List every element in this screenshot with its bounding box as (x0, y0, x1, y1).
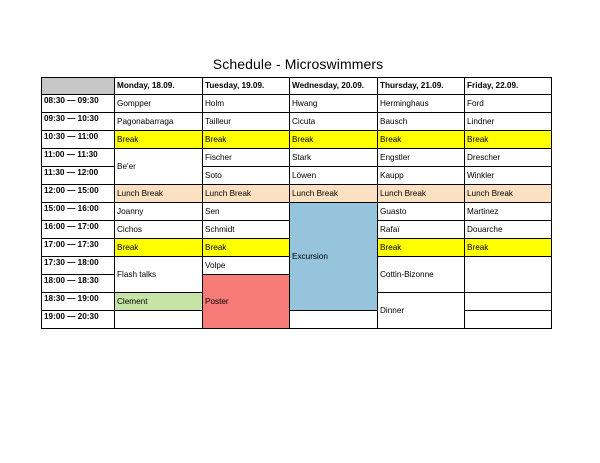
session-cell: Rafaï (378, 221, 465, 239)
session-cell: Ford (465, 95, 552, 113)
table-row (42, 131, 552, 149)
lunch-cell: Lunch Break (203, 185, 290, 203)
empty-cell (465, 311, 552, 329)
day-header-friday: Friday, 22.09. (465, 78, 552, 95)
day-header-wednesday: Wednesday, 20.09. (290, 78, 378, 95)
time-slot: 16:00 — 17:00 (42, 221, 115, 239)
session-cell: Tailleur (203, 113, 290, 131)
excursion-cell: Excursion (290, 203, 378, 311)
break-cell: Break (115, 239, 203, 257)
session-cell: Cottin-Bizonne (378, 257, 465, 293)
day-header-thursday: Thursday, 21.09. (378, 78, 465, 95)
session-cell: Pagonabarraga (115, 113, 203, 131)
time-slot: 17:30 — 18:00 (42, 257, 115, 275)
empty-cell (465, 257, 552, 293)
day-header-tuesday: Tuesday, 19.09. (203, 78, 290, 95)
time-slot: 08:30 — 09:30 (42, 95, 115, 113)
break-cell: Break (465, 239, 552, 257)
time-slot: 11:30 — 12:00 (42, 167, 115, 185)
session-cell: Martinez (465, 203, 552, 221)
session-cell: Bausch (378, 113, 465, 131)
session-cell: Douarche (465, 221, 552, 239)
break-cell: Break (203, 131, 290, 149)
session-cell: Lindner (465, 113, 552, 131)
break-cell: Break (290, 131, 378, 149)
break-cell: Break (203, 239, 290, 257)
session-cell: Stark (290, 149, 378, 167)
table-row (42, 95, 552, 113)
empty-cell (290, 311, 378, 329)
session-cell: Joanny (115, 203, 203, 221)
session-cell: Be'er (115, 149, 203, 185)
break-cell: Break (115, 131, 203, 149)
session-cell: Holm (203, 95, 290, 113)
time-slot: 18:00 — 18:30 (42, 275, 115, 293)
page-title: Schedule - Microswimmers (212, 56, 384, 72)
day-header-monday: Monday, 18.09. (115, 78, 203, 95)
time-slot: 15:00 — 16:00 (42, 203, 115, 221)
session-cell: Engstler (378, 149, 465, 167)
time-slot: 19:00 — 20:30 (42, 311, 115, 329)
time-slot: 10:30 — 11:00 (42, 131, 115, 149)
session-cell: Soto (203, 167, 290, 185)
session-cell: Gompper (115, 95, 203, 113)
dinner-cell: Dinner (378, 293, 465, 329)
session-cell: Schmidt (203, 221, 290, 239)
session-cell: Kaupp (378, 167, 465, 185)
table-row (42, 113, 552, 131)
session-cell: Winkler (465, 167, 552, 185)
schedule-table (41, 77, 552, 329)
time-slot: 12:00 — 15:00 (42, 185, 115, 203)
corner-cell (42, 78, 115, 95)
table-row (42, 311, 552, 329)
session-cell: Volpe (203, 257, 290, 275)
time-slot: 18:30 — 19:00 (42, 293, 115, 311)
time-slot: 11:00 — 11:30 (42, 149, 115, 167)
empty-cell (115, 311, 203, 329)
session-cell: Guasto (378, 203, 465, 221)
break-cell: Break (378, 131, 465, 149)
session-cell: Herminghaus (378, 95, 465, 113)
session-cell: Hwang (290, 95, 378, 113)
session-cell: Löwen (290, 167, 378, 185)
session-cell: Fischer (203, 149, 290, 167)
lunch-cell: Lunch Break (115, 185, 203, 203)
session-cell: Flash talks (115, 257, 203, 293)
lunch-cell: Lunch Break (465, 185, 552, 203)
lunch-cell: Lunch Break (290, 185, 378, 203)
session-cell: Sen (203, 203, 290, 221)
table-row (42, 185, 552, 203)
session-cell: Cichos (115, 221, 203, 239)
session-cell: Clement (115, 293, 203, 311)
poster-cell: Poster (203, 275, 290, 329)
time-slot: 09:30 — 10:30 (42, 113, 115, 131)
empty-cell (465, 293, 552, 311)
table-header-row (42, 78, 552, 95)
break-cell: Break (378, 239, 465, 257)
table-row (42, 149, 552, 167)
table-row (42, 203, 552, 221)
session-cell: Drescher (465, 149, 552, 167)
session-cell: Cicuta (290, 113, 378, 131)
lunch-cell: Lunch Break (378, 185, 465, 203)
break-cell: Break (465, 131, 552, 149)
time-slot: 17:00 — 17:30 (42, 239, 115, 257)
